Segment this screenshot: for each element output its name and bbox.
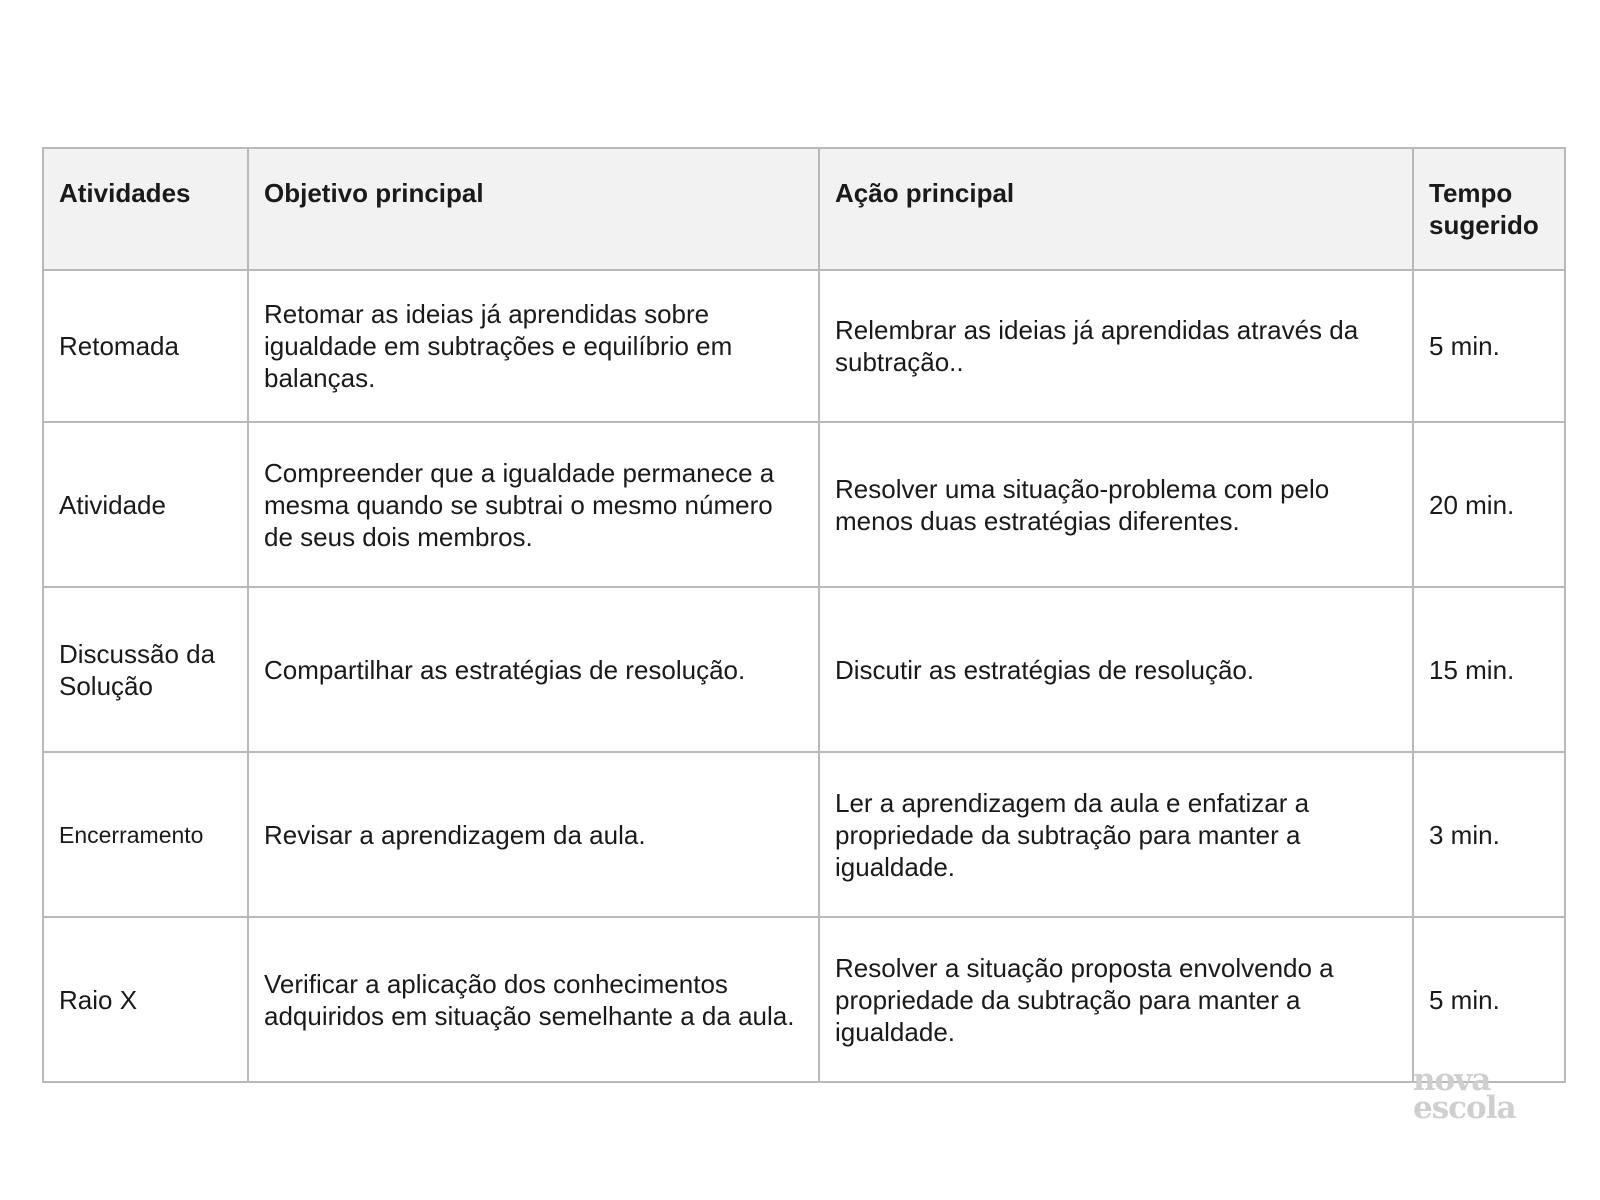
cell-tempo: 20 min.	[1413, 422, 1565, 587]
logo-line-2: escola	[1413, 1090, 1516, 1126]
header-acao-principal: Ação principal	[819, 148, 1413, 270]
cell-tempo: 5 min.	[1413, 270, 1565, 422]
cell-objetivo: Compreender que a igualdade permanece a mesma quando se subtrai o mesmo número de seus dois membros.	[248, 422, 819, 587]
lesson-plan-table	[42, 147, 1566, 1083]
cell-objetivo: Revisar a aprendizagem da aula.	[248, 752, 819, 917]
cell-atividade: Encerramento	[43, 752, 248, 917]
header-atividades: Atividades	[43, 148, 248, 270]
cell-atividade: Discussão da Solução	[43, 587, 248, 752]
cell-objetivo: Verificar a aplicação dos conhecimentos adquiridos em situação semelhante a da aula.	[248, 917, 819, 1082]
table-row	[43, 752, 1565, 917]
header-objetivo-principal: Objetivo principal	[248, 148, 819, 270]
header-tempo-sugerido: Tempo sugerido	[1413, 148, 1565, 270]
table-row	[43, 917, 1565, 1082]
table-row	[43, 270, 1565, 422]
cell-atividade: Atividade	[43, 422, 248, 587]
table-row	[43, 422, 1565, 587]
cell-acao: Relembrar as ideias já aprendidas através da subtração..	[819, 270, 1413, 422]
table-body	[43, 270, 1565, 1082]
logo-line-1: nova	[1413, 1062, 1491, 1098]
cell-objetivo: Compartilhar as estratégias de resolução.	[248, 587, 819, 752]
cell-acao: Resolver a situação proposta envolvendo a propriedade da subtração para manter a igualdade.	[819, 917, 1413, 1082]
cell-acao: Resolver uma situação-problema com pelo menos duas estratégias diferentes.	[819, 422, 1413, 587]
cell-tempo: 5 min.	[1413, 917, 1565, 1082]
lesson-plan-table-container	[42, 147, 1564, 1083]
table-row	[43, 587, 1565, 752]
table-header	[43, 148, 1565, 270]
cell-atividade: Retomada	[43, 270, 248, 422]
cell-tempo: 3 min.	[1413, 752, 1565, 917]
cell-acao: Discutir as estratégias de resolução.	[819, 587, 1413, 752]
header-row	[43, 148, 1565, 270]
nova-escola-logo	[1413, 1062, 1533, 1126]
cell-objetivo: Retomar as ideias já aprendidas sobre igualdade em subtrações e equilíbrio em balanças.	[248, 270, 819, 422]
cell-tempo: 15 min.	[1413, 587, 1565, 752]
cell-atividade: Raio X	[43, 917, 248, 1082]
cell-acao: Ler a aprendizagem da aula e enfatizar a propriedade da subtração para manter a igualdade.	[819, 752, 1413, 917]
